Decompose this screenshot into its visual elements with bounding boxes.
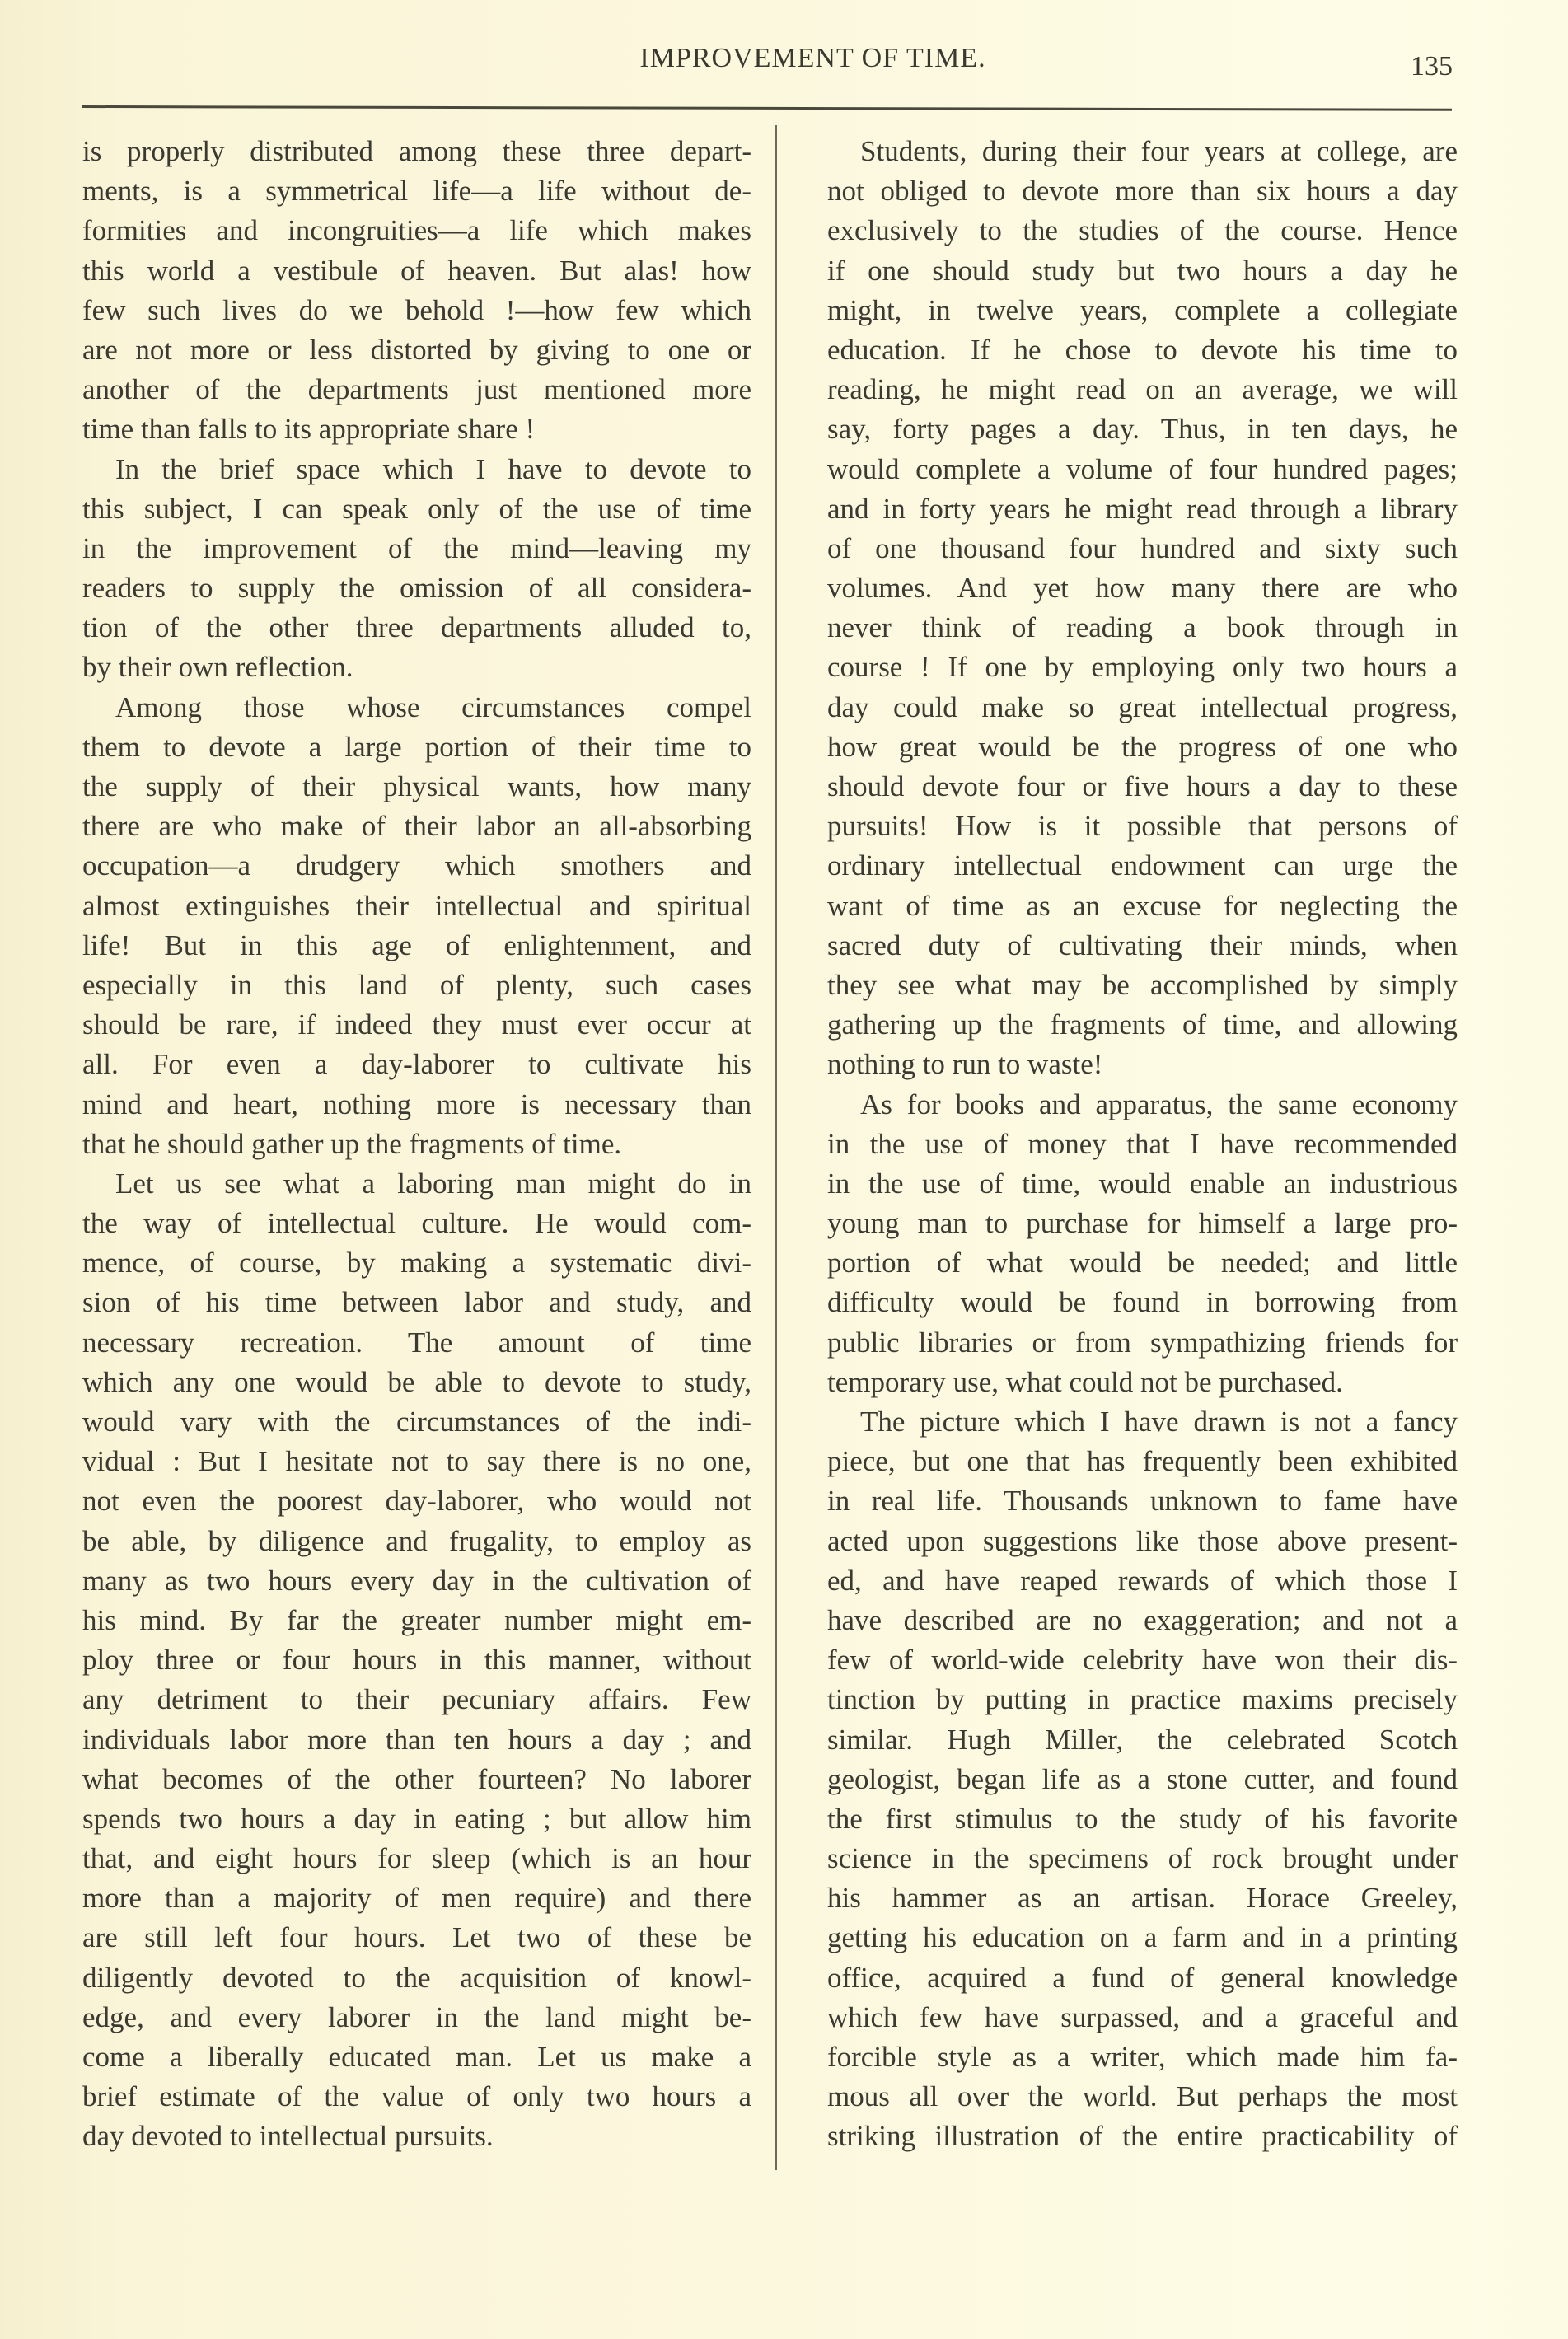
text-line: the supply of their physical wants, how many [82, 770, 751, 802]
text-line: young man to purchase for himself a large pro- [827, 1207, 1458, 1240]
text-line: life! But in this age of enlightenment, and [82, 929, 751, 961]
text-line: forcible style as a writer, which made him fa- [827, 2041, 1458, 2073]
text-line: spends two hours a day in eating ; but allow him [82, 1802, 751, 1835]
text-line: ploy three or four hours in this manner, without [82, 1644, 751, 1677]
text-line: that he should gather up the fragments of time. [82, 1127, 622, 1160]
text-line: formities and incongruities—a life which makes [82, 214, 751, 247]
text-line: his hammer as an artisan. Horace Greeley, [827, 1882, 1458, 1915]
text-line: of one thousand four hundred and sixty such [827, 531, 1458, 564]
text-line: in the use of time, would enable an industrious [827, 1167, 1458, 1200]
text-line: difficulty would be found in borrowing from [827, 1286, 1458, 1319]
text-line: education. If he chose to devote his time to [827, 333, 1458, 366]
text-line: how great would be the progress of one who [827, 730, 1458, 763]
text-line: few of world-wide celebrity have won their dis- [827, 1644, 1458, 1677]
text-line: this world a vestibule of heaven. But alas! how [82, 254, 751, 287]
text-line: many as two hours every day in the cultivation of [82, 1564, 751, 1597]
text-line: day could make so great intellectual progress, [827, 690, 1458, 723]
text-line: if one should study but two hours a day he [827, 254, 1458, 287]
text-line: Among those whose circumstances compel [115, 690, 751, 723]
text-line: ordinary intellectual endowment can urge the [827, 849, 1458, 882]
running-title: IMPROVEMENT OF TIME. [639, 43, 986, 73]
text-line: have described are no exaggeration; and not a [827, 1603, 1458, 1636]
text-line: another of the departments just mentioned more [82, 373, 751, 406]
text-line: tinction by putting in practice maxims precisely [827, 1683, 1458, 1716]
text-line: should devote four or five hours a day to these [827, 770, 1458, 802]
text-line: not even the poorest day-laborer, who would not [82, 1485, 751, 1518]
text-line: volumes. And yet how many there are who [827, 572, 1458, 605]
text-line: exclusively to the studies of the course. Hence [827, 214, 1458, 247]
text-line: ments, is a symmetrical life—a life without de- [82, 175, 751, 208]
text-line: more than a majority of men require) and there [82, 1882, 751, 1915]
text-line: any detriment to their pecuniary affairs. Few [82, 1683, 751, 1716]
text-line: In the brief space which I have to devote to [115, 452, 751, 485]
text-line: science in the specimens of rock brought under [827, 1842, 1458, 1875]
text-line: not obliged to devote more than six hours a day [827, 175, 1458, 208]
text-line: ed, and have reaped rewards of which those I [827, 1564, 1458, 1597]
text-line: in real life. Thousands unknown to fame have [827, 1485, 1458, 1518]
text-line: course ! If one by employing only two hours a [827, 651, 1458, 684]
text-line: be able, by diligence and frugality, to employ as [82, 1524, 751, 1557]
text-line: Students, during their four years at college, are [860, 135, 1458, 167]
text-line: they see what may be accomplished by simply [827, 968, 1458, 1001]
text-line: acted upon suggestions like those above present- [827, 1524, 1458, 1557]
text-line: there are who make of their labor an all-absorbing [82, 810, 751, 843]
text-line: few such lives do we behold !—how few which [82, 293, 751, 326]
text-line: time than falls to its appropriate share ! [82, 413, 536, 446]
text-line: would vary with the circumstances of the indi- [82, 1406, 751, 1438]
text-line: and in forty years he might read through a library [827, 492, 1458, 525]
text-line: would complete a volume of four hundred pages; [827, 452, 1458, 485]
text-line: reading, he might read on an average, we will [827, 373, 1458, 406]
text-line: portion of what would be needed; and little [827, 1247, 1458, 1279]
text-line: Let us see what a laboring man might do in [115, 1167, 751, 1200]
text-line: pursuits! How is it possible that persons of [827, 810, 1458, 843]
left-column [82, 132, 751, 2157]
page-number: 135 [1411, 51, 1453, 82]
text-line: are not more or less distorted by giving to one or [82, 333, 751, 366]
text-line: vidual : But I hesitate not to say there is no one, [82, 1445, 751, 1478]
text-line: almost extinguishes their intellectual and spiritual [82, 889, 751, 922]
text-line: getting his education on a farm and in a printing [827, 1921, 1458, 1954]
text-line: especially in this land of plenty, such cases [82, 968, 751, 1001]
text-line: which any one would be able to devote to study, [82, 1365, 751, 1398]
text-line: sion of his time between labor and study, and [82, 1286, 751, 1319]
text-line: piece, but one that has frequently been exhibited [827, 1445, 1458, 1478]
text-line: occupation—a drudgery which smothers and [82, 849, 751, 882]
header-rule [82, 105, 1452, 111]
text-line: might, in twelve years, complete a collegiate [827, 293, 1458, 326]
text-line: which few have surpassed, and a graceful and [827, 2000, 1458, 2033]
text-line: temporary use, what could not be purchased. [827, 1365, 1343, 1398]
text-line: The picture which I have drawn is not a fancy [860, 1406, 1458, 1438]
text-line: striking illustration of the entire practicability of [827, 2120, 1458, 2153]
text-line: never think of reading a book through in [827, 611, 1458, 644]
text-line: mind and heart, nothing more is necessary than [82, 1088, 751, 1120]
text-line: his mind. By far the greater number might em- [82, 1603, 751, 1636]
text-line: them to devote a large portion of their time to [82, 730, 751, 763]
text-line: brief estimate of the value of only two hours a [82, 2080, 751, 2113]
text-line: the way of intellectual culture. He would com- [82, 1207, 751, 1240]
text-line: gathering up the fragments of time, and allowing [827, 1008, 1458, 1041]
text-line: in the use of money that I have recommended [827, 1127, 1458, 1160]
text-line: mous all over the world. But perhaps the most [827, 2080, 1458, 2113]
text-line: in the improvement of the mind—leaving my [82, 531, 751, 564]
text-line: day devoted to intellectual pursuits. [82, 2120, 494, 2153]
text-line: nothing to run to waste! [827, 1048, 1103, 1081]
text-line: what becomes of the other fourteen? No laborer [82, 1762, 751, 1795]
text-line: individuals labor more than ten hours a day ; and [82, 1723, 751, 1756]
column-divider [775, 125, 777, 2170]
text-line: that, and eight hours for sleep (which is an hour [82, 1842, 751, 1875]
text-line: this subject, I can speak only of the use of time [82, 492, 751, 525]
text-line: edge, and every laborer in the land might be- [82, 2000, 751, 2033]
text-line: As for books and apparatus, the same economy [860, 1088, 1458, 1120]
text-line: tion of the other three departments alluded to, [82, 611, 751, 644]
text-line: readers to supply the omission of all considera- [82, 572, 751, 605]
text-line: should be rare, if indeed they must ever occur at [82, 1008, 751, 1041]
text-line: come a liberally educated man. Let us make a [82, 2041, 751, 2073]
text-line: want of time as an excuse for neglecting the [827, 889, 1458, 922]
right-column [827, 132, 1458, 2157]
text-line: the first stimulus to the study of his favorite [827, 1802, 1458, 1835]
text-line: necessary recreation. The amount of time [82, 1326, 751, 1359]
text-line: geologist, began life as a stone cutter, and found [827, 1762, 1458, 1795]
text-line: diligently devoted to the acquisition of knowl- [82, 1961, 751, 1994]
text-line: sacred duty of cultivating their minds, when [827, 929, 1458, 961]
text-line: mence, of course, by making a systematic divi- [82, 1247, 751, 1279]
text-line: by their own reflection. [82, 651, 353, 684]
text-line: all. For even a day-laborer to cultivate his [82, 1048, 751, 1081]
text-line: say, forty pages a day. Thus, in ten days, he [827, 413, 1458, 446]
text-line: are still left four hours. Let two of these be [82, 1921, 751, 1954]
text-line: is properly distributed among these three depart- [82, 135, 751, 167]
text-line: office, acquired a fund of general knowledge [827, 1961, 1458, 1994]
text-line: similar. Hugh Miller, the celebrated Scotch [827, 1723, 1458, 1756]
text-line: public libraries or from sympathizing friends for [827, 1326, 1458, 1359]
